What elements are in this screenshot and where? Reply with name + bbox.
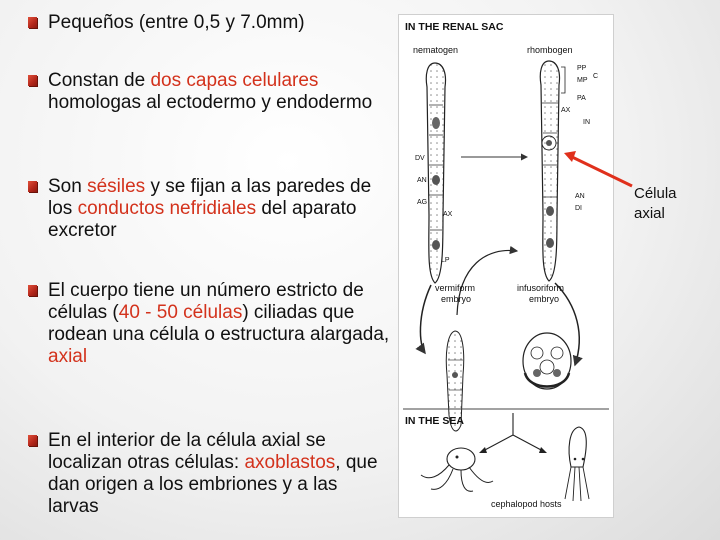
bullet-text xyxy=(48,176,393,242)
highlighted-term: celulares xyxy=(242,70,319,91)
label-ax-top: AX xyxy=(561,107,571,114)
label-lp: LP xyxy=(441,257,450,264)
nematogen-label: nematogen xyxy=(413,45,459,55)
bullet-text xyxy=(48,430,393,518)
infusoriform-embryo-label-line1: infusoriform xyxy=(517,283,565,293)
bullet-marker xyxy=(28,435,37,446)
bullet-text-segment: En el interior de la célula axial se localizan otras células: xyxy=(48,430,326,473)
label-ax-left: AX xyxy=(443,211,453,218)
dicyemid-life-cycle-figure xyxy=(398,14,614,518)
highlighted-term: axial xyxy=(48,346,88,367)
vermiform-embryo-label-line1: vermiform xyxy=(435,283,475,293)
vermiform-embryo-label-line2: embryo xyxy=(441,294,472,304)
nematogen-drawing xyxy=(426,63,445,283)
highlighted-term: sésiles xyxy=(87,176,146,197)
bullet-text xyxy=(48,70,393,114)
infusoriform-embryo-drawing xyxy=(523,333,571,389)
infusoriform-embryo-label-line2: embryo xyxy=(529,294,560,304)
bullet-text xyxy=(48,280,393,368)
label-mp: MP xyxy=(577,77,588,84)
label-ag: AG xyxy=(417,199,428,206)
bullet-marker xyxy=(28,181,37,192)
sea-branch-arrows xyxy=(483,413,543,451)
highlighted-term: 40 - 50 células xyxy=(118,302,243,323)
bullet-text xyxy=(48,12,393,34)
bullet-marker xyxy=(28,17,37,28)
bullet-text-segment: y se fijan a las paredes de los xyxy=(48,176,372,219)
bullet-text-segment: Son xyxy=(48,176,88,197)
bullet-text-segment: del aparato excretor xyxy=(48,198,357,241)
squid-drawing xyxy=(565,427,589,501)
bullet-marker xyxy=(28,285,37,296)
life-cycle-drawing xyxy=(399,15,613,517)
label-di: DI xyxy=(575,205,582,212)
cephalopod-hosts-label: cephalopod hosts xyxy=(491,499,562,509)
label-in: IN xyxy=(583,119,590,126)
highlighted-term: conductos nefridiales xyxy=(77,198,257,219)
bullet-text-segment: homologas al ectodermo y endodermo xyxy=(48,92,373,113)
rhombogen-drawing xyxy=(540,61,565,281)
bullet-text-segment: ) ciliadas que rodean una célula o estructura alargada, xyxy=(48,302,390,345)
callout-line1: Célula xyxy=(634,185,677,202)
callout-line2: axial xyxy=(634,205,665,222)
sea-title: IN THE SEA xyxy=(405,415,464,427)
rhombogen-label: rhombogen xyxy=(527,45,573,55)
axial-cell-callout xyxy=(634,184,677,224)
label-dv: DV xyxy=(415,155,425,162)
bullet-text-segment: Pequeños (entre 0,5 y 7.0mm) xyxy=(48,12,305,33)
label-an-right: AN xyxy=(575,193,585,200)
highlighted-term: axoblastos xyxy=(244,452,336,473)
bullet-text-segment: El cuerpo tiene un número estricto de células ( xyxy=(48,280,364,323)
octopus-drawing xyxy=(421,448,493,491)
bullet-text-segment: , que dan origen a los embriones y a las larvas xyxy=(48,452,378,517)
renal-sac-title: IN THE RENAL SAC xyxy=(405,21,504,33)
bullet-text-segment: Constan de xyxy=(48,70,151,91)
bullet-marker xyxy=(28,75,37,86)
label-pp: PP xyxy=(577,65,587,72)
label-an-left: AN xyxy=(417,177,427,184)
highlighted-term: dos capas xyxy=(150,70,238,91)
label-c: C xyxy=(593,73,599,80)
label-pa: PA xyxy=(577,95,586,102)
left-cycle-arrow xyxy=(420,285,431,353)
